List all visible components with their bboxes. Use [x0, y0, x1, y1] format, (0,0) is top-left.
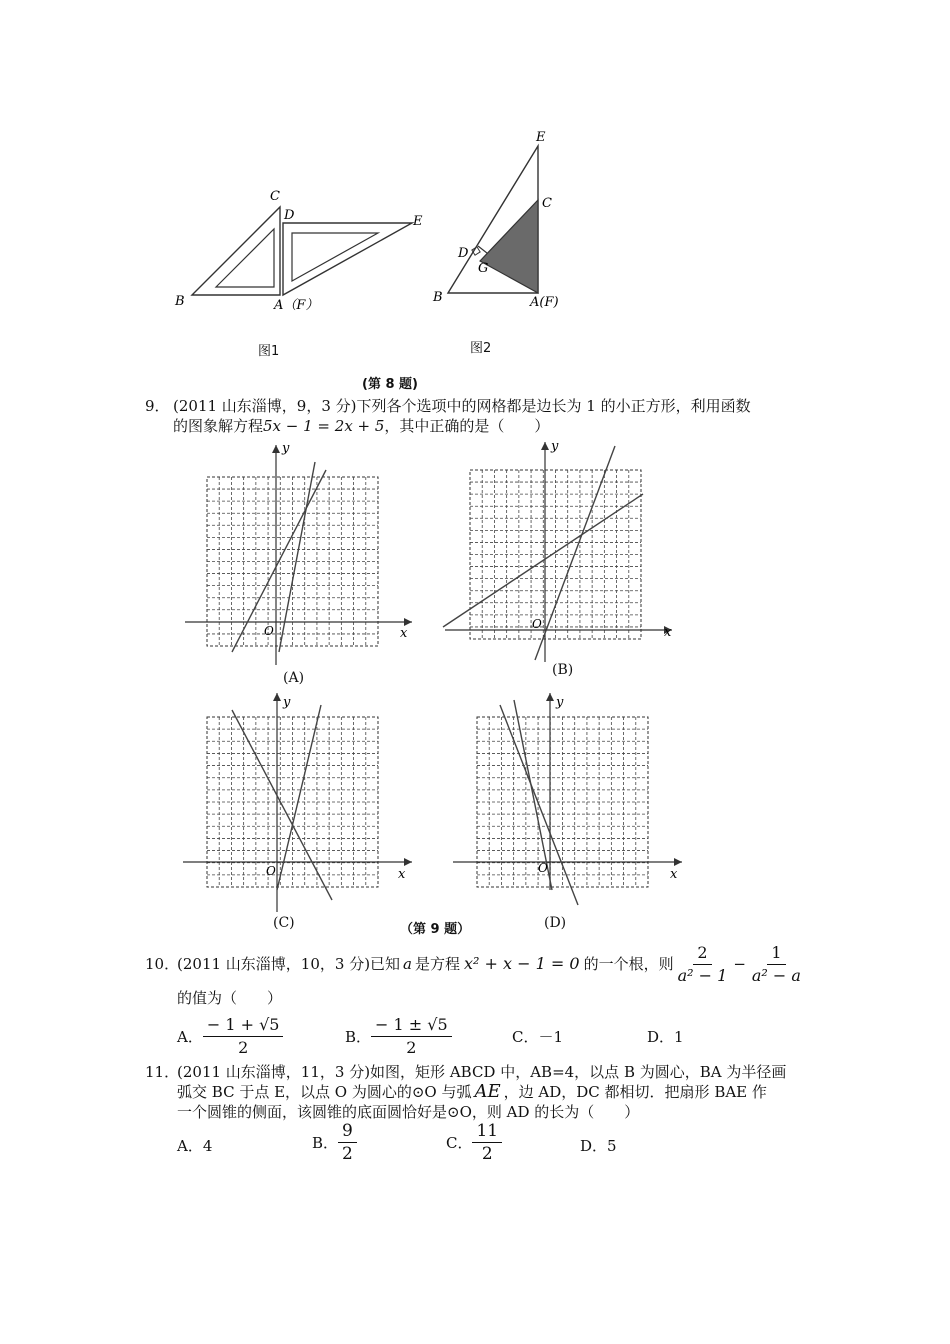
q11-option-c[interactable]: [446, 1120, 502, 1165]
q10-option-c-value: －1: [538, 1028, 564, 1046]
q11-option-b-fraction: [338, 1120, 357, 1165]
origin-label: O: [264, 624, 274, 638]
q10-option-d-value: 1: [674, 1028, 684, 1046]
q11-line2-pre: 弧交 BC 于点 E，以点 O 为圆心的⊙O 与弧: [177, 1083, 472, 1101]
x-axis-arrow: [404, 858, 412, 866]
q10-text-mid: 是方程: [415, 955, 461, 973]
q9-number: 9．: [145, 397, 170, 415]
q11-option-c-label: C．: [446, 1134, 473, 1152]
origin-label: O: [266, 864, 276, 878]
q10-option-a-den: 2: [238, 1038, 249, 1057]
point-e-label: E: [413, 214, 423, 229]
axis-y-label: y: [551, 440, 559, 454]
q10-option-a-fraction: [203, 1014, 284, 1059]
q11-option-d[interactable]: [580, 1135, 617, 1156]
q8-caption: (第 8 题): [362, 377, 418, 392]
q9-panel-b-label: (B): [552, 662, 574, 678]
y-axis-arrow: [546, 693, 554, 701]
q10-number: 10．: [145, 955, 180, 973]
q11-option-b-label: B．: [312, 1134, 339, 1152]
q8-figure-1: [170, 185, 430, 325]
axis-y-label: y: [283, 695, 291, 710]
q9-caption: （第 9 题）: [400, 922, 471, 937]
q10-option-a-label: A．: [177, 1028, 203, 1046]
q11-number: 11．: [145, 1063, 180, 1081]
q10-line2: 的值为（ ）: [177, 989, 283, 1007]
q9-text: [145, 396, 825, 436]
q8-fig1-label: 图1: [258, 344, 280, 359]
grid-lines: [470, 470, 641, 639]
q10-fraction-1-num: 2: [693, 942, 711, 965]
line-1: [232, 470, 326, 652]
q10-text: [145, 940, 825, 1008]
q10-fraction-1: [678, 942, 728, 987]
q9-panel-a-label: (A): [283, 670, 305, 686]
q11-line2-post: ，边 AD，DC 都相切．把扇形 BAE 作: [503, 1083, 767, 1101]
q10-text-post: 的一个根，则: [583, 955, 674, 973]
point-b-label: B: [175, 294, 185, 309]
triangle-def-inner: [292, 233, 378, 281]
q10-option-b-num: − 1 ± √5: [371, 1014, 452, 1037]
q9-equation: 5x − 1 = 2x + 5: [263, 417, 385, 435]
point-c2-label: C: [542, 196, 552, 211]
y-axis-arrow: [273, 693, 281, 701]
y-axis-arrow: [541, 442, 549, 450]
point-af2-label: A(F): [530, 295, 559, 310]
q10-fraction-2: [752, 942, 801, 987]
q10-option-c-label: C．: [512, 1028, 539, 1046]
q11-option-b-den: 2: [342, 1144, 353, 1164]
x-axis-arrow: [674, 858, 682, 866]
q11-option-d-value: 5: [607, 1137, 617, 1155]
q10-option-a-num: − 1 + √5: [203, 1014, 284, 1037]
q11-option-b-num: 9: [338, 1120, 357, 1143]
q9-panel-d-label: (D): [544, 915, 567, 931]
q10-option-c[interactable]: [512, 1026, 563, 1047]
point-b2-label: B: [433, 290, 443, 305]
point-g2-label: G: [478, 261, 489, 276]
q9-panel-a: [180, 440, 420, 670]
axis-x-label: x: [670, 867, 678, 882]
axis-y-label: y: [282, 441, 290, 456]
q10-fraction-2-den: a² − a: [751, 965, 801, 985]
q9-line2-pre: 的图象解方程: [173, 417, 264, 435]
line-2: [535, 446, 615, 660]
q11-option-a-value: 4: [202, 1137, 213, 1155]
q11-arc: AE: [474, 1081, 501, 1102]
grid-lines: [207, 477, 378, 646]
origin-label: O: [532, 617, 542, 631]
q10-option-a[interactable]: [177, 1014, 283, 1059]
q9-panel-c: [180, 690, 420, 915]
y-axis-arrow: [272, 445, 280, 453]
q11-line3: 一个圆锥的侧面，该圆锥的底面圆恰好是⊙O，则 AD 的长为（ ）: [177, 1103, 640, 1121]
axis-x-label: x: [398, 867, 406, 882]
q11-option-a-label: A．: [177, 1137, 203, 1155]
point-c-label: C: [270, 189, 280, 204]
origin-label: O: [538, 861, 548, 875]
q11-option-c-fraction: [472, 1120, 502, 1165]
q9-panel-b: [440, 440, 680, 665]
q11-option-c-den: 2: [481, 1144, 493, 1164]
q11-option-b[interactable]: [312, 1120, 357, 1165]
line-2: [279, 462, 315, 652]
q9-line1: (2011 山东淄博，9，3 分)下列各个选项中的网格都是边长为 1 的小正方形，利用函数: [173, 397, 751, 415]
q10-option-b[interactable]: [345, 1014, 452, 1059]
q10-fraction-1-den: a² − 1: [677, 965, 728, 985]
q10-equation: x² + x − 1 = 0: [464, 954, 580, 973]
q11-option-d-label: D．: [580, 1137, 608, 1155]
point-af-label: A（F）: [274, 298, 319, 313]
q8-figure-2: [428, 128, 578, 313]
q9-panel-c-label: (C): [273, 915, 295, 931]
q9-line2-post: ，其中正确的是（ ）: [384, 417, 550, 435]
x-axis-arrow: [404, 618, 412, 626]
point-e2-label: E: [536, 130, 546, 145]
q10-option-b-label: B．: [345, 1028, 372, 1046]
q11-text: [145, 1062, 825, 1122]
q10-option-d[interactable]: [647, 1026, 684, 1047]
q10-text-pre: (2011 山东淄博，10，3 分)已知: [177, 955, 401, 973]
triangle-abc: [192, 207, 280, 295]
axis-x-label: x: [400, 626, 408, 641]
point-d2-label: D: [458, 246, 469, 261]
q11-option-a[interactable]: [177, 1135, 212, 1156]
triangle-def: [283, 223, 412, 295]
point-d-label: D: [284, 208, 295, 223]
q9-panel-d: [450, 690, 690, 915]
q10-var-a: a: [403, 955, 412, 973]
q10-option-b-den: 2: [406, 1038, 417, 1057]
q8-fig2-label: 图2: [470, 341, 492, 356]
q10-expr-minus: −: [733, 955, 746, 973]
axis-y-label: y: [556, 695, 564, 710]
q10-option-d-label: D．: [647, 1028, 675, 1046]
triangle-abc-inner: [216, 229, 274, 287]
q10-fraction-2-num: 1: [767, 942, 785, 965]
q11-line1: (2011 山东淄博，11，3 分)如图，矩形 ABCD 中，AB=4，以点 B 为圆心，BA 为半径画: [177, 1063, 787, 1081]
q11-option-c-num: 11: [472, 1120, 502, 1143]
axis-x-label: x: [664, 625, 672, 640]
shaded-triangle-gca: [480, 200, 538, 293]
q10-option-b-fraction: [371, 1014, 452, 1059]
